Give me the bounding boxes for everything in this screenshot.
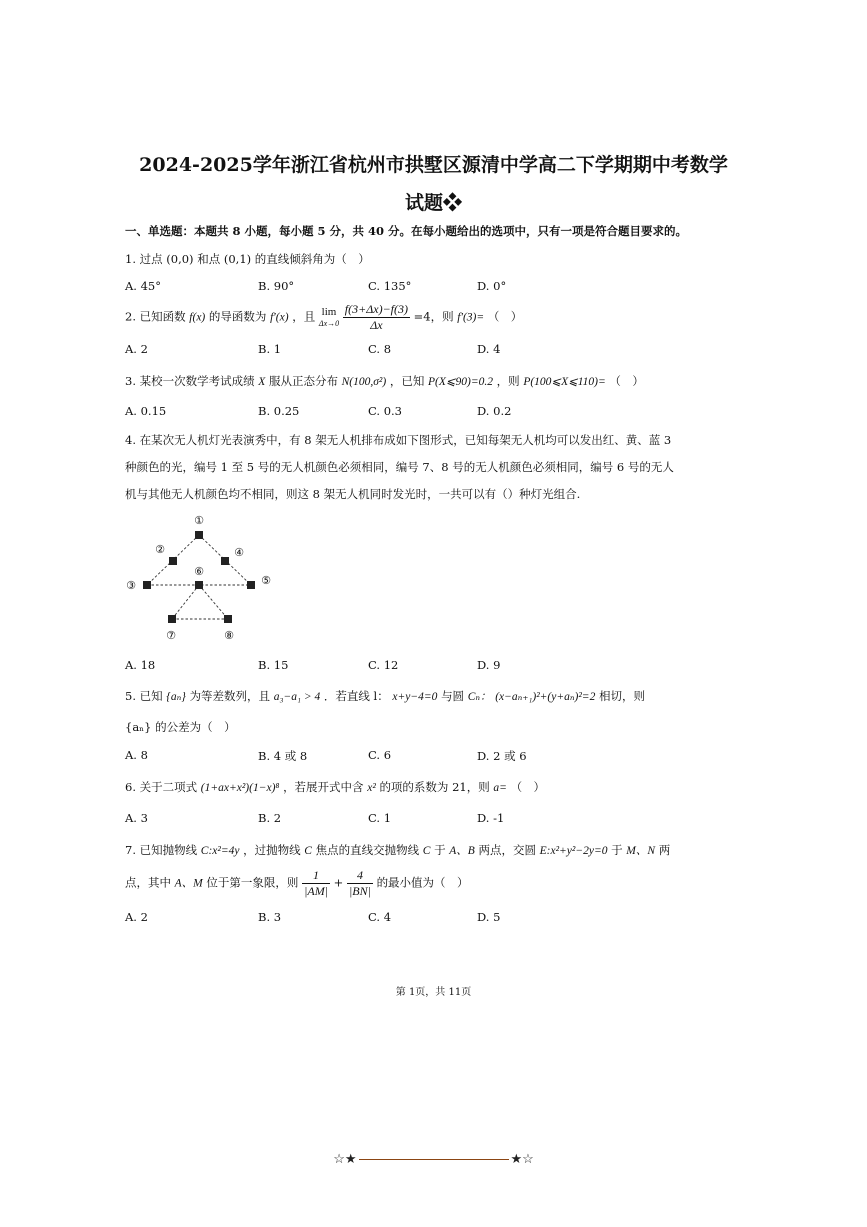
q3-known: ，已知 [389,374,425,388]
drone-node-2 [169,557,177,565]
q6-ask: a= [493,782,507,794]
q2-frac-num: f(3+Δx)−f(3) [344,302,408,316]
q2-option-a: A. 2 [125,342,148,356]
q2-mid: 的导函数为 [208,309,267,324]
q1-option-b: B. 90° [258,279,295,293]
q2-prefix: 2. 已知函数 [125,309,186,324]
drone-node-4 [221,557,229,565]
q5-circle: Cₙ： [467,691,492,703]
question-1: 1. 过点 (0,0) 和点 (0,1) 的直线倾斜角为（ ） [125,252,370,266]
q6-option-d: D. -1 [477,811,505,825]
q6-expr: (1+ax+x²)(1−x)⁸ [200,782,280,794]
q5-lineq: x+y−4=0 [392,691,438,703]
q7-parab: C:x²=4y [200,845,240,857]
star-icon-right: ★☆ [510,1152,534,1167]
q6-term: x² [367,782,376,794]
question-7-line2 [125,868,469,899]
q7-circle: E:x²+y²−2y=0 [539,845,608,857]
question-4-line2: 种颜色的光，编号 1 至 5 号的无人机颜色必须相同，编号 7、8 号的无人机颜色必须相同，编号 6 号的无人 [125,460,674,474]
decoration-rule [359,1159,509,1160]
q3-p2: P(100⩽X⩽110)= [523,376,606,388]
q2-fx: f(x) [189,311,206,324]
drone-label-1: ① [194,514,204,527]
q3-mid: 服从正态分布 [268,374,338,388]
q3-dist: N(100,σ²) [341,376,387,388]
drone-label-6: ⑥ [194,565,204,578]
q5-option-b: B. 4 或 8 [258,749,308,763]
q2-frac-den: Δx [370,318,383,332]
bottom-decoration [0,1152,867,1167]
q7-l2a: 点，其中 [125,875,171,890]
star-icon-left: ☆★ [333,1152,357,1167]
question-5-line2: {aₙ} 的公差为（ ） [125,720,236,734]
q2-fraction [343,302,410,333]
q7-AM: A、M [174,877,203,890]
page-footer: 第 1页，共 11页 [395,987,472,998]
q5-cond: a₃−a₁ > 4 [273,691,321,703]
q7-C2: C [422,845,431,857]
q7-f1-den: |AM| [304,884,329,898]
drone-label-8: ⑧ [224,629,234,642]
q4-option-d: D. 9 [477,658,501,672]
q7-l2c: 的最小值为（ ） [376,875,469,890]
q7-l2b: 位于第一象限，则 [206,875,299,890]
q4-option-b: B. 15 [258,658,289,672]
question-7-line1 [125,842,670,858]
q3-p1: P(X⩽90)=0.2 [428,376,494,388]
q5-line: ．若直线 l： [323,689,389,703]
drone-label-7: ⑦ [166,629,176,642]
q5-option-d: D. 2 或 6 [477,749,527,763]
q2-option-d: D. 4 [477,342,501,356]
q7-MN: M、N [626,845,656,857]
q3-option-d: D. 0.2 [477,404,512,418]
q3-option-b: B. 0.25 [258,404,300,418]
question-6 [125,779,545,795]
q3-end: （ ） [609,374,644,388]
q7-option-a: A. 2 [125,910,148,924]
q5-mid: 为等差数列，且 [189,689,271,703]
q7-option-d: D. 5 [477,910,501,924]
drone-node-1 [195,531,203,539]
q2-and: ，且 [292,309,316,324]
q7-l1b: ，过抛物线 [243,843,301,857]
drone-node-7 [168,615,176,623]
section-heading: 一、单选题：本题共 8 小题，每小题 5 分，共 40 分。在每小题给出的选项中，只有一项是符合题目要求的。 [125,224,688,238]
q7-l1f: 于 [611,843,623,857]
question-2 [125,302,522,333]
q7-f2-den: |BN| [348,884,371,898]
q3-then: ，则 [496,374,520,388]
q3-option-a: A. 0.15 [125,404,167,418]
drone-label-4: ④ [234,546,244,559]
q5-option-a: A. 8 [125,748,148,762]
doc-title-line1: 2024-2025学年浙江省杭州市拱墅区源清中学高二下学期期中考数学 [139,154,728,176]
q6-prefix: 6. 关于二项式 [125,780,198,794]
q4-option-a: A. 18 [125,658,156,672]
q5-tangent: 相切，则 [598,689,645,703]
q1-option-c: C. 135° [368,279,412,293]
q4-option-c: C. 12 [368,658,399,672]
q2-lim-sub: Δx→0 [318,318,340,328]
question-5-line1 [125,688,645,704]
q6-option-b: B. 2 [258,811,282,825]
q1-option-a: A. 45° [125,279,161,293]
q3-X: X [258,376,266,388]
q5-prefix: 5. 已知 [125,689,163,703]
q6-option-a: A. 3 [125,811,148,825]
q3-prefix: 3. 某校一次数学考试成绩 [125,374,255,388]
question-4-line1: 4. 在某次无人机灯光表演秀中，有 8 架无人机排布成如下图形式，已知每架无人机均可以发出红、黄、蓝 3 [125,433,672,447]
question-3 [125,373,644,389]
drone-node-3 [143,581,151,589]
q2-option-b: B. 1 [258,342,282,356]
q7-l1g: 两 [658,843,671,857]
q7-f1-num: 1 [302,868,330,884]
q7-fraction-2 [347,868,373,899]
drone-node-5 [247,581,255,589]
q7-C1: C [304,845,312,857]
q7-f2-num: 4 [347,868,373,884]
q2-ask: f′(3)= [457,311,485,324]
q6-mid: ，若展开式中含 [283,780,364,794]
q6-rest: 的项的系数为 21，则 [379,780,490,794]
q2-fpx: f′(x) [270,311,289,324]
q7-option-c: C. 4 [368,910,392,924]
q2-end: （ ） [487,309,523,324]
q3-option-c: C. 0.3 [368,404,402,418]
drone-label-5: ⑤ [261,574,271,587]
drone-node-6 [195,581,203,589]
drone-label-3: ③ [126,579,136,592]
q7-fraction-1 [302,868,330,899]
q7-l1d: 于 [434,843,446,857]
q2-limit [319,307,339,329]
drone-diagram [118,510,278,645]
q5-an: {aₙ} [166,691,186,703]
q5-option-c: C. 6 [368,748,392,762]
doc-title-line2: 试题❖ [404,192,462,214]
drone-node-8 [224,615,232,623]
q6-option-c: C. 1 [368,811,392,825]
drone-label-2: ② [155,543,165,556]
q2-eq: =4，则 [413,309,454,324]
q7-l1c: 焦点的直线交抛物线 [315,843,420,857]
question-4-line3: 机与其他无人机颜色均不相同，则这 8 架无人机同时发光时，一共可以有（）种灯光组合. [125,487,581,501]
q7-plus: + [333,875,344,890]
q2-option-c: C. 8 [368,342,392,356]
q7-l1e: 两点，交圆 [478,843,536,857]
q7-option-b: B. 3 [258,910,282,924]
q7-l1a: 7. 已知抛物线 [125,843,198,857]
q5-with: 与圆 [441,689,465,703]
q5-circleq: (x−aₙ₊₁)²+(y+aₙ)²=2 [495,691,596,703]
q6-end: （ ） [510,780,546,794]
q1-option-d: D. 0° [477,279,507,293]
q2-lim-word: lim [321,305,337,318]
q7-AB: A、B [449,845,475,857]
